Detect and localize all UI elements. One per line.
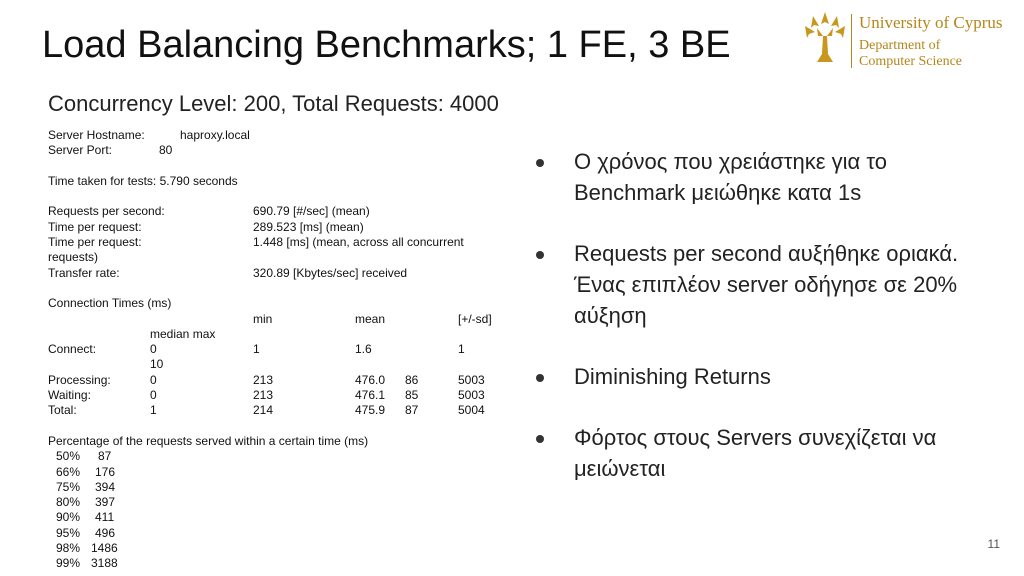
cell: 5004 — [458, 403, 485, 418]
percentile: 50% — [56, 449, 81, 464]
percentile-row — [48, 465, 518, 480]
percentile-ms: 176 — [95, 464, 116, 479]
col-mean: mean — [355, 311, 386, 326]
percentile: 80% — [56, 495, 81, 510]
logo-university-name: University of Cyprus — [859, 13, 1003, 32]
percentile-row — [48, 556, 518, 571]
transfer-value: 320.89 [Kbytes/sec] received — [253, 265, 408, 280]
percentile-ms: 397 — [95, 495, 116, 510]
bullet-dot-icon — [536, 374, 544, 382]
cell: 476.0 — [355, 372, 386, 387]
cell: 213 — [253, 388, 274, 403]
percentile-ms: 87 — [98, 449, 112, 464]
cell: 5003 — [458, 372, 485, 387]
output-line — [48, 128, 518, 143]
port-label: Server Port: — [48, 143, 113, 158]
col-median-max: median max — [150, 326, 216, 341]
row-label: Processing: — [48, 372, 111, 387]
percentile: 75% — [56, 479, 81, 494]
bullet-text: Φόρτος στους Servers συνεχίζεται να μειώνεται — [574, 425, 937, 481]
table-header-row — [48, 327, 518, 342]
olive-tree-logo-icon — [803, 10, 847, 68]
cell: 0 — [150, 388, 157, 403]
slide-title: Load Balancing Benchmarks; 1 FE, 3 BE — [42, 24, 731, 66]
output-line — [48, 174, 518, 189]
percentile: 95% — [56, 525, 81, 540]
output-line — [48, 143, 518, 158]
bullet-list — [536, 146, 976, 514]
output-line — [48, 220, 518, 235]
percentile-ms: 394 — [95, 479, 116, 494]
rps-label: Requests per second: — [48, 204, 165, 219]
tpr2-value: 1.448 [ms] (mean, across all concurrent — [253, 235, 464, 250]
output-line — [48, 250, 518, 265]
output-line — [48, 204, 518, 219]
cell: 1 — [150, 403, 157, 418]
percentile: 98% — [56, 541, 81, 556]
cell: 0 — [150, 372, 157, 387]
output-line — [48, 266, 518, 281]
col-sd: [+/-sd] — [458, 311, 492, 326]
percentile: 90% — [56, 510, 81, 525]
table-row — [48, 342, 518, 357]
output-line — [48, 296, 518, 311]
bullet-text: Ο χρόνος που χρειάστηκε για το Benchmark μειώθηκε κατα 1s — [574, 149, 887, 205]
tpr2-label: Time per request: — [48, 235, 142, 250]
cell: 10 — [150, 357, 164, 372]
cell: 5003 — [458, 388, 485, 403]
row-label: Total: — [48, 403, 77, 418]
rps-value: 690.79 [#/sec] (mean) — [253, 204, 370, 219]
bullet-dot-icon — [536, 435, 544, 443]
logo-separator — [851, 14, 852, 68]
cell: 214 — [253, 403, 274, 418]
page-number: 11 — [987, 537, 1000, 551]
cell: 87 — [405, 403, 419, 418]
row-label: Connect: — [48, 342, 97, 357]
cell: 213 — [253, 372, 274, 387]
connection-times-label: Connection Times (ms) — [48, 296, 172, 311]
table-row — [48, 388, 518, 403]
percentile-row — [48, 480, 518, 495]
port-value: 80 — [159, 143, 173, 158]
bullet-text: Diminishing Returns — [574, 364, 771, 389]
hostname-value: haproxy.local — [180, 128, 250, 142]
table-row — [48, 403, 518, 418]
percentile-row — [48, 526, 518, 541]
time-taken: Time taken for tests: 5.790 seconds — [48, 173, 238, 188]
percentile-row — [48, 449, 518, 464]
table-header-row — [48, 312, 518, 327]
percentage-header: Percentage of the requests served within a certain time (ms) — [48, 433, 369, 448]
bullet-item — [536, 422, 976, 484]
bullet-dot-icon — [536, 159, 544, 167]
bullet-item — [536, 146, 976, 208]
cell: 476.1 — [355, 388, 386, 403]
percentile: 66% — [56, 464, 81, 479]
row-label: Waiting: — [48, 388, 91, 403]
university-logo — [803, 8, 1003, 74]
cell: 1 — [458, 342, 465, 357]
cell: 86 — [405, 372, 419, 387]
percentile-row — [48, 541, 518, 556]
bullet-text: Requests per second αυξήθηκε οριακά. Ένας επιπλέον server οδήγησε σε 20% αύξηση — [574, 241, 959, 328]
logo-department-name: Department of Computer Science — [859, 38, 963, 69]
cell: 85 — [405, 388, 419, 403]
bullet-dot-icon — [536, 251, 544, 259]
bullet-item — [536, 361, 976, 392]
tpr1-label: Time per request: — [48, 219, 142, 234]
percentile-ms: 496 — [95, 525, 116, 540]
percentile-ms: 1486 — [91, 541, 118, 556]
cell: 1.6 — [355, 342, 372, 357]
output-line — [48, 434, 518, 449]
percentile-ms: 411 — [95, 510, 115, 525]
tpr1-value: 289.523 [ms] (mean) — [253, 219, 364, 234]
bullet-item — [536, 238, 976, 331]
table-row — [48, 373, 518, 388]
percentile-row — [48, 510, 518, 525]
hostname-label: Server Hostname: — [48, 128, 145, 142]
table-row-continuation — [48, 357, 518, 372]
transfer-label: Transfer rate: — [48, 265, 120, 280]
output-line — [48, 235, 518, 250]
percentile: 99% — [56, 556, 81, 571]
cell: 1 — [253, 342, 260, 357]
cell: 475.9 — [355, 403, 386, 418]
tpr2-continuation: requests) — [48, 250, 99, 265]
percentile-ms: 3188 — [91, 556, 118, 571]
cell: 0 — [150, 342, 157, 357]
col-min: min — [253, 311, 273, 326]
benchmark-output — [48, 128, 518, 572]
slide-subtitle: Concurrency Level: 200, Total Requests: 4000 — [48, 91, 499, 116]
percentile-row — [48, 495, 518, 510]
